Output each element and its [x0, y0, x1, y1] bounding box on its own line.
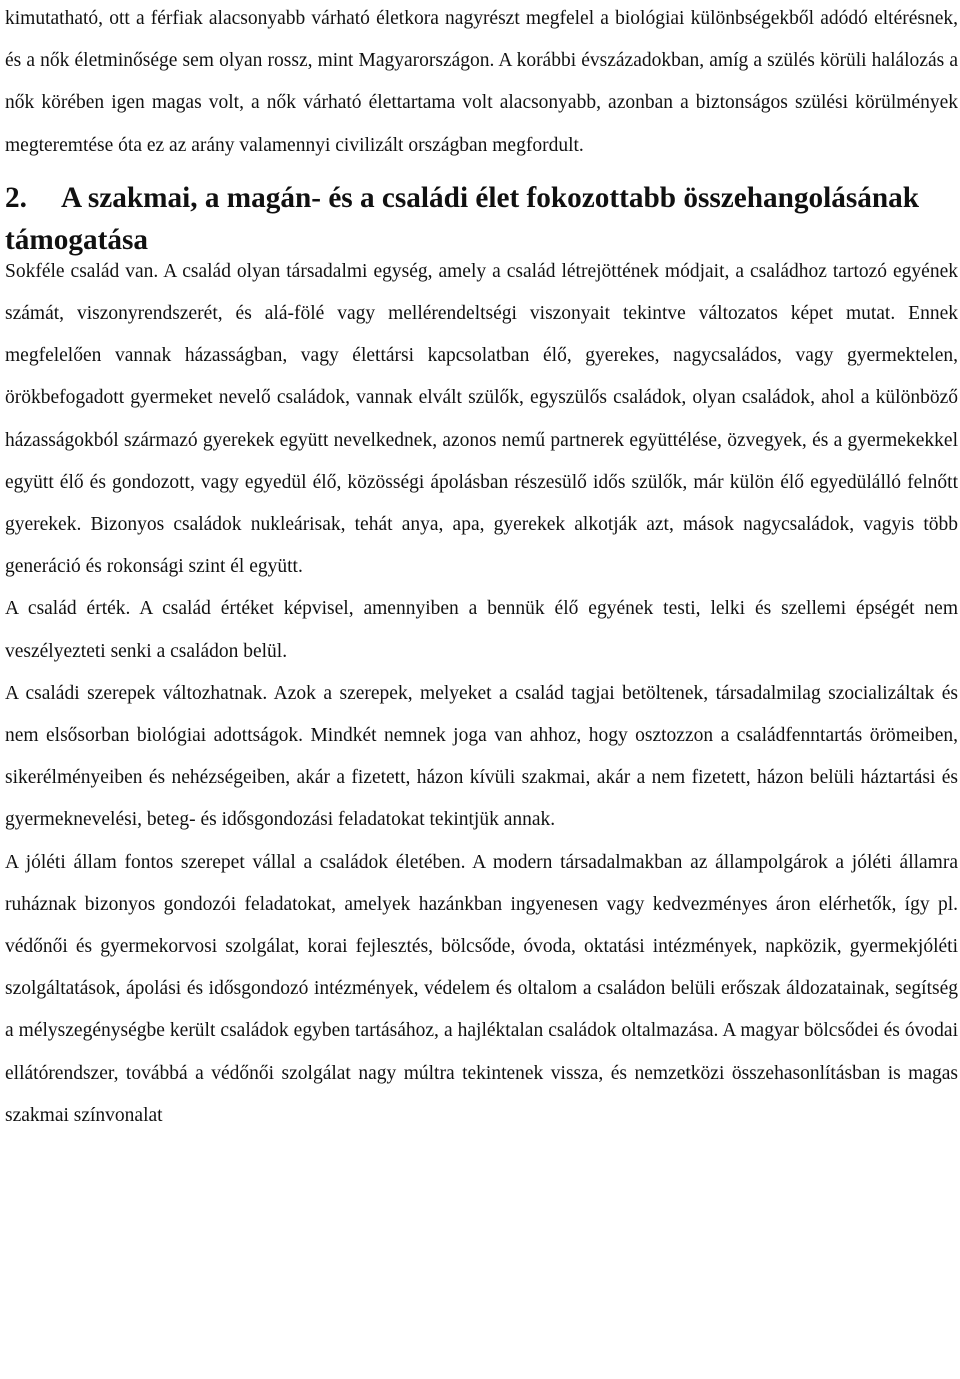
section-heading — [5, 177, 958, 261]
intro-paragraph: kimutatható, ott a férfiak alacsonyabb várható életkora nagyrészt megfelel a biológiai különbségekből adódó eltérésnek, és a nők életminősége sem olyan rossz, mint Magyarországon. A korábbi évszázadokban, amíg a szülés körüli halálozás a nők körében igen magas volt, a nők várható élettartama volt alacsonyabb, azonban a biztonságos szülési körülmények megteremtése óta ez az arány valamennyi civilizált országban megfordult. — [5, 8, 958, 156]
section-title: A szakmai, a magán- és a családi élet fokozottabb összehangolásának támogatása — [5, 181, 920, 257]
paragraph-family-roles: A családi szerepek változhatnak. Azok a szerepek, melyeket a család tagjai betöltenek, társadalmilag szocializáltak és nem elsősorban biológiai adottságok. Mindkét nemnek joga van ahhoz, hogy osztozzon a családfenntartás örömeiben, sikerélményeiben és nehézségeiben, akár a fizetett, házon kívüli szakmai, akár a nem fizetett, házon belüli háztartási és gyermeknevelési, beteg- és idősgondozási feladatokat tekintjük annak. — [5, 682, 958, 831]
section-number: 2. — [5, 181, 27, 214]
paragraph-welfare-state: A jóléti állam fontos szerepet vállal a családok életében. A modern társadalmakban az állampolgárok a jóléti államra ruháznak bizonyos gondozói feladatokat, amelyek hazánkban ingyenesen vagy kedvezményes áron elérhetők, így pl. védőnői és gyermekorvosi szolgálat, korai fejlesztés, bölcsőde, óvoda, oktatási intézmények, napközik, gyermekjóléti szolgáltatások, ápolási és idősgondozó intézmények, védelem és oltalom a családon belüli erőszak áldozatainak, segítség a mélyszegénységbe került családok egyben tartásához, a hajléktalan családok oltalmazása. A magyar bölcsődei és óvodai ellátórendszer, továbbá a védőnői szolgálat nagy múltra tekintenek vissza, és nemzetközi összehasonlításban is magas szakmai színvonalat — [5, 851, 958, 1126]
document-page — [5, 0, 958, 1137]
paragraph-family-types: Sokféle család van. A család olyan társadalmi egység, amely a család létrejöttének módjait, a családhoz tartozó egyének számát, viszonyrendszerét, és alá-fölé vagy mellérendeltségi viszonyait tekintve változatos képet mutat. Ennek megfelelően vannak házasságban, vagy élettársi kapcsolatban élő, gyerekes, nagycsaládos, vagy gyermektelen, örökbefogadott gyermeket nevelő családok, vannak elvált szülők, egyszülős családok, olyan családok, ahol a különböző házasságokból származó gyerekek együtt nevelkednek, azonos nemű partnerek együttélése, özvegyek, és a gyermekekkel együtt élő és gondozott, vagy egyedül élő, közösségi ápolásban részesülő idős szülők, már külön élő egyedülálló felnőtt gyerekek. Bizonyos családok nukleárisak, tehát anya, apa, gyerekek alkotják azt, mások nagycsaládok, vagyis több generáció és rokonsági szint él együtt. — [5, 260, 958, 578]
paragraph-family-value: A család érték. A család értéket képvisel, amennyiben a bennük élő egyének testi, lelki és szellemi épségét nem veszélyezteti senki a családon belül. — [5, 598, 958, 662]
